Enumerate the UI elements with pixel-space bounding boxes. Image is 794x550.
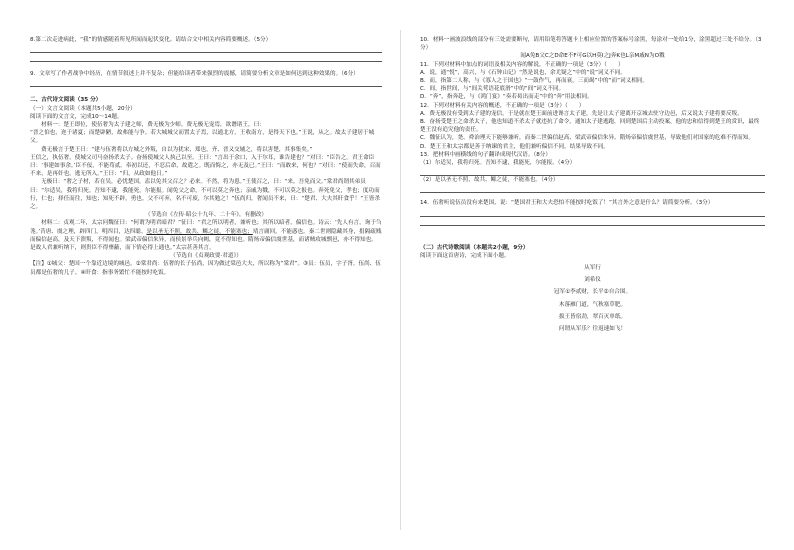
question-11-option: B．而，指第二人称，与《寡人之于国也》“一鼓作气，再而衰，三而竭”中的“而”词义相同。 <box>420 78 648 85</box>
subsection-1-title: （一）文言文阅读（本题共5小题，20分） <box>30 105 136 112</box>
question-11: 11．下列对材料中加点的词语及相关内容的解说，不正确的一项是（3分）（ ） <box>420 61 624 68</box>
question-12-option: C．魏征认为，尧、舜治理天下能够兼听，而秦二世偏信赵高、梁武帝偏信朱异、隋炀帝偏信虞世基，导致他们对国家的危难不得而知。 <box>420 135 754 142</box>
instruction: 阅读下面这首唐诗，完成下面小题。 <box>420 252 510 259</box>
question-12-option: A．费无极没有受到太子建的宠信，于是就在楚王面前进谗言太子建，先是让太子建离开京城去驻守边邑，后又说太子建将要反叛。 <box>420 110 743 117</box>
material-1-line: 材料一：楚王即位，使伍奢为太子建之师，费无极为少师。费无极无宠焉，欲谮诸王，曰： <box>41 122 265 129</box>
poem-line: 木落雁门道，气秋塞草肥。 <box>558 301 627 308</box>
material-2-text: 材料二：贞观二年，太宗问魏征曰：“何谓为明君暗君？”征曰：“君之所以明者，兼听也；其所以暗者，偏信也。诗云：‘先人有言，询于刍荛。’昔唐、虞之理，辟四门，明四目，达四聪。 <box>30 220 382 235</box>
instruction: 阅读下面的文言文，完成10～14题。 <box>30 113 123 120</box>
material-1-line: 费无极言于楚王曰：“建与伍奢将以方城之外叛，自以为犹宋、郑也，齐、晋又交辅之，将以害楚，其事集矣。” <box>41 146 313 153</box>
question-10-text: 闻A免B父C之D命E不F可G以H莫I之J奔K也L亲M戚N为O戮 <box>520 53 665 60</box>
material-1-line: 王信之，执伍奢，使城父司马奋扬杀太子。奋扬使城父人执己以至。王曰：“言出于余口，入于尔耳，谁告建也？”对曰：“臣告之。君王命臣曰：‘事建如事余。’臣不佞，不能苟贰。奉初以还，不忍后命，故遣之。既而悔之，亦无及已。”王曰：“而敢来，何也？”对曰：“使而失命，召而不来，是再奸也。逃无所入。”王曰：“归，从政如他日。” <box>30 154 381 178</box>
poem-line: 拔王皆宿劲，翠百灭单纸。 <box>558 313 627 320</box>
poem-author: 刘希仪 <box>584 277 601 284</box>
poem-title: 从军行 <box>584 265 601 272</box>
footnote: 【注】①城父：楚国一个靠近边境的城邑。②棠君尚：伍奢的长子伍尚，因为做过棠邑大夫，所以称为“棠君”。③员：伍员，字子胥。伍尚、伍员都是伍奢的儿子。④旰食：指事务繁忙不能按时吃饭。 <box>30 261 381 276</box>
question-10: 10．材料一画波浪线的部分有三处需要断句，请用铅笔将答题卡上相应位置的答案标号涂黑，每涂对一处给1分，涂黑超过三处不给分。（3分） <box>420 37 762 52</box>
answer-line <box>420 167 765 176</box>
question-13: 13．把材料中画横线的句子翻译成现代汉语。（8分） <box>420 151 551 158</box>
question-11-option: A．说，通“悦”，高兴，与《石钟山记》“然是说也，余尤疑之”中的“说”词义不同。 <box>420 69 626 76</box>
material-2-text: 靖言庸回，不能惑也。秦二世则隐藏其身，捐隔疏贱而偏信赵高，及天下溃叛，不得闻也。梁武帝偏信朱异，而侯景举兵向阙，竟不得知也。隋炀帝偏信虞世基，而诸贼攻城剽邑，亦不得知也。是故人君兼听纳下，则贵臣不得壅蔽，而下情必得上通也。”太宗甚善其言。 <box>30 228 382 252</box>
question-12: 12．下列对材料有关内容的概述，不正确的一项是（3分）（ ） <box>420 102 585 109</box>
answer-line <box>30 78 382 87</box>
question-8: 8.第二次走进病此，“我”的情感随着所见所闻而起伏变化。请结合文中相关内容简要概述。（5分） <box>30 37 272 43</box>
underlined-sentence: 是以圣无不照，故共、鲧之徒，不能塞也； <box>146 228 253 235</box>
poem-line: 冠军①李贰财，长平②自合围。 <box>553 289 632 296</box>
column-divider <box>400 30 401 530</box>
material-2-line <box>30 219 382 252</box>
right-column <box>420 36 765 333</box>
question-13-part-2: （2）是以圣无不照，故共、鲧之徒，不能塞也。（4分） <box>420 177 559 184</box>
section-2-title: 二、古代诗文阅读（35 分） <box>30 97 102 104</box>
answer-line <box>30 53 382 62</box>
question-13-part-1: （1）尔适吴，我将归死。吾知不逮，我能死，尔能报。（4分） <box>420 160 576 167</box>
question-11-option: C．间，指世间，与“间关莺语花底滑”中的“间”词义不同。 <box>420 86 565 93</box>
answer-line <box>420 208 765 217</box>
left-column <box>30 36 382 277</box>
question-14: 14．伍奢听说伍员没有来楚国，说：“楚国君王和大夫恐怕不能按时吃饭了！”其言外之意是什么？请简要分析。（3分） <box>420 200 714 207</box>
answer-line <box>420 184 765 193</box>
question-12-option: D．楚王王和太宗都是善于纳谏的君主，他们兼听偏信不同，结果导致不同。 <box>420 143 609 150</box>
source-note: （节选自《贞观政要·君道》） <box>170 253 242 260</box>
poem-line: 问谓从军乐？往返速如飞！ <box>558 326 627 333</box>
source-note: （节选自《左传·昭公十九年、二十年》，有删改） <box>144 212 268 219</box>
material-1-line: “晋之伯也，迩于诸夏；而楚辟陋，故弗能与争。若大城城父而置太子焉，以通北方，王收南方，是得天下也。”王说，从之。故太子建居于城父。 <box>30 130 375 145</box>
question-9: 9．文章写了作者战争中经历，在情节叙述上并不复杂；但能给读者带来强烈的震撼，请简要分析文章是如何达到这种效果的。（6分） <box>30 71 359 78</box>
answer-line <box>30 44 382 53</box>
subsection-2-title: （二）古代诗歌阅读（本题共2小题，9分） <box>420 244 529 251</box>
answer-line <box>420 217 765 226</box>
question-11-option: D．“奔”，指奔赴，与《鸿门宴》“奏若曷出而走”中的“奔”用法相同。 <box>420 94 593 101</box>
question-12-option: B．奋扬受楚王之命杀太子，他也知道不杀太子就违抗了命令，通知太子建逃跑，回到楚国后主动投案，他的忠和信得到楚王的赏识，最终楚王没有追究他的责任。 <box>420 119 760 134</box>
material-1-line: 无极曰：“奢之子材，若在吴，必忧楚国，盍以免其父召之？必来。不然，将为患。”王使召之，曰：“来，吾免而父。”棠君尚谓其弟员曰：“尔适吴，我将归死。吾知不逮，我能死，尔能报。闻免父之命，不可以莫之奔也；亲戚为戮，不可以莫之报也。奔死免父，孝也；度功而行，仁也；择任而往，知也；知死不辟，勇也。父不可弃，名不可废，尔其勉之！”伍尚归。奢闻员不来，曰：“楚君、大夫其旰食乎！”王皆杀之。 <box>30 179 380 211</box>
